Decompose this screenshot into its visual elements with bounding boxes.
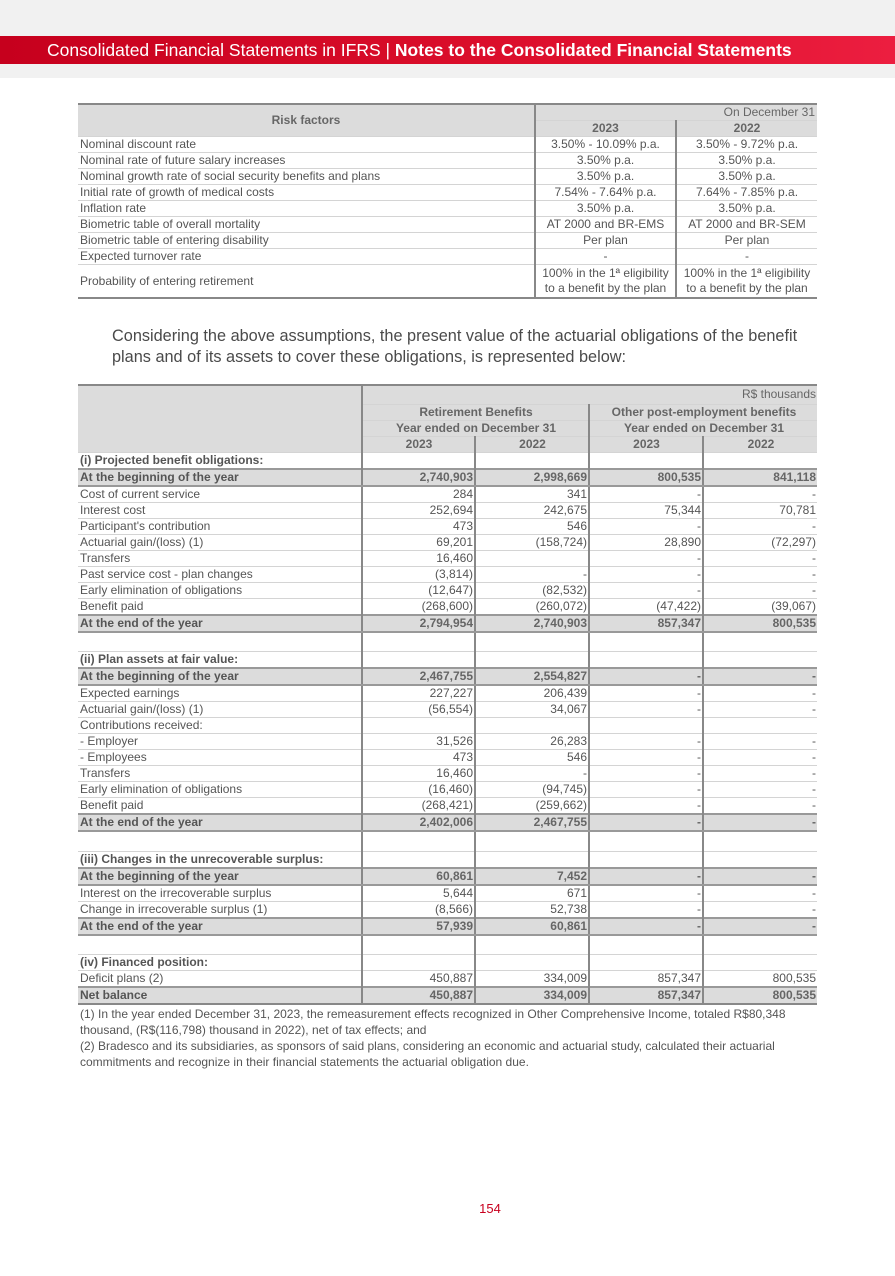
row-value: - xyxy=(589,566,703,582)
row-value xyxy=(475,452,589,469)
row-label: At the end of the year xyxy=(78,814,362,831)
row-value xyxy=(475,955,589,971)
row-value xyxy=(362,652,475,669)
row-value: 2,740,903 xyxy=(362,469,475,486)
total-row xyxy=(78,814,817,831)
row-value: 227,227 xyxy=(362,685,475,702)
risk-value: - xyxy=(676,249,817,265)
risk-value: Per plan xyxy=(676,233,817,249)
row-label: (ii) Plan assets at fair value: xyxy=(78,652,362,669)
row-label: - Employer xyxy=(78,734,362,750)
row-label: (i) Projected benefit obligations: xyxy=(78,452,362,469)
risk-label: Nominal growth rate of social security benefits and plans xyxy=(78,169,535,185)
row-value: 800,535 xyxy=(703,971,817,988)
row-value: (259,662) xyxy=(475,798,589,815)
row-value: - xyxy=(589,918,703,935)
row-value: - xyxy=(589,734,703,750)
row-value: - xyxy=(703,486,817,503)
spacer-row xyxy=(78,632,817,652)
row-value: - xyxy=(703,685,817,702)
table-row xyxy=(78,518,817,534)
row-value: 2,467,755 xyxy=(475,814,589,831)
total-row xyxy=(78,918,817,935)
row-value: 206,439 xyxy=(475,685,589,702)
row-label: Transfers xyxy=(78,766,362,782)
row-value: 857,347 xyxy=(589,971,703,988)
risk-label: Initial rate of growth of medical costs xyxy=(78,185,535,201)
row-value: - xyxy=(589,668,703,685)
section-header-row xyxy=(78,452,817,469)
table-row xyxy=(78,598,817,615)
top-margin xyxy=(0,0,895,36)
subheader: Year ended on December 31 xyxy=(362,420,589,436)
row-label: Transfers xyxy=(78,550,362,566)
row-value: - xyxy=(703,582,817,598)
row-label: Benefit paid xyxy=(78,798,362,815)
row-value: (158,724) xyxy=(475,534,589,550)
row-value xyxy=(703,935,817,955)
row-value: 2,794,954 xyxy=(362,615,475,632)
row-label: At the end of the year xyxy=(78,615,362,632)
risk-value: AT 2000 and BR-EMS xyxy=(535,217,676,233)
year-header: 2023 xyxy=(589,436,703,452)
footnotes xyxy=(80,1006,817,1070)
row-value: - xyxy=(703,798,817,815)
row-label: Benefit paid xyxy=(78,598,362,615)
risk-row xyxy=(78,137,817,153)
row-label: Interest cost xyxy=(78,502,362,518)
row-value: - xyxy=(589,518,703,534)
row-value xyxy=(475,935,589,955)
row-value xyxy=(703,851,817,868)
row-value xyxy=(475,550,589,566)
risk-row xyxy=(78,185,817,201)
row-value: - xyxy=(589,798,703,815)
row-label: - Employees xyxy=(78,750,362,766)
row-value: 252,694 xyxy=(362,502,475,518)
row-value: - xyxy=(703,885,817,902)
row-value: - xyxy=(589,486,703,503)
table-row xyxy=(78,582,817,598)
row-value: - xyxy=(703,814,817,831)
risk-value: 3.50% p.a. xyxy=(676,153,817,169)
row-value: 284 xyxy=(362,486,475,503)
table-row xyxy=(78,734,817,750)
row-label: (iv) Financed position: xyxy=(78,955,362,971)
row-value: - xyxy=(589,750,703,766)
table-row xyxy=(78,766,817,782)
row-value xyxy=(475,831,589,851)
row-value: 28,890 xyxy=(589,534,703,550)
row-label: Contributions received: xyxy=(78,718,362,734)
row-value xyxy=(589,652,703,669)
row-value: 857,347 xyxy=(589,615,703,632)
row-value: 52,738 xyxy=(475,901,589,918)
row-value: (56,554) xyxy=(362,702,475,718)
row-value: - xyxy=(475,766,589,782)
row-value: - xyxy=(703,766,817,782)
row-value xyxy=(589,632,703,652)
row-value xyxy=(703,831,817,851)
table-row xyxy=(78,702,817,718)
row-value: - xyxy=(703,734,817,750)
row-value: 450,887 xyxy=(362,987,475,1004)
row-value: - xyxy=(475,566,589,582)
row-value: 242,675 xyxy=(475,502,589,518)
row-value xyxy=(362,452,475,469)
row-value: 5,644 xyxy=(362,885,475,902)
unit-label: R$ thousands xyxy=(362,385,817,404)
total-row xyxy=(78,615,817,632)
row-value: 34,067 xyxy=(475,702,589,718)
row-value: 57,939 xyxy=(362,918,475,935)
row-value xyxy=(589,452,703,469)
row-value: - xyxy=(703,918,817,935)
header-bottom-band xyxy=(0,64,895,78)
total-row xyxy=(78,987,817,1004)
row-value: 16,460 xyxy=(362,766,475,782)
row-value xyxy=(475,851,589,868)
intro-paragraph: Considering the above assumptions, the present value of the actuarial obligations of the benefit plans and of its assets to cover these obligations, is represented below: xyxy=(112,327,798,366)
risk-row xyxy=(78,249,817,265)
risk-value: 3.50% p.a. xyxy=(676,169,817,185)
row-label: Early elimination of obligations xyxy=(78,582,362,598)
row-value: (47,422) xyxy=(589,598,703,615)
risk-value: - xyxy=(535,249,676,265)
row-value: (268,421) xyxy=(362,798,475,815)
row-value: 7,452 xyxy=(475,868,589,885)
row-value: 70,781 xyxy=(703,502,817,518)
row-value: 546 xyxy=(475,518,589,534)
row-value: 75,344 xyxy=(589,502,703,518)
risk-label: Nominal rate of future salary increases xyxy=(78,153,535,169)
risk-value: Per plan xyxy=(535,233,676,249)
row-value: - xyxy=(703,518,817,534)
row-value: - xyxy=(589,550,703,566)
row-value xyxy=(703,652,817,669)
risk-factors-table xyxy=(78,103,817,299)
row-value: - xyxy=(589,782,703,798)
table-row xyxy=(78,901,817,918)
table-row xyxy=(78,502,817,518)
table-row xyxy=(78,550,817,566)
unit-row xyxy=(78,385,817,404)
risk-value: 7.64% - 7.85% p.a. xyxy=(676,185,817,201)
risk-row xyxy=(78,217,817,233)
row-label xyxy=(78,831,362,851)
risk-value: 3.50% - 10.09% p.a. xyxy=(535,137,676,153)
row-label: (iii) Changes in the unrecoverable surplus: xyxy=(78,851,362,868)
row-value: - xyxy=(589,766,703,782)
row-label: At the beginning of the year xyxy=(78,868,362,885)
row-label: Interest on the irrecoverable surplus xyxy=(78,885,362,902)
header-subtitle: Notes to the Consolidated Financial Statements xyxy=(394,40,792,60)
group-header-other: Other post-employment benefits xyxy=(589,404,817,420)
row-label: Participant's contribution xyxy=(78,518,362,534)
row-label xyxy=(78,632,362,652)
row-value: 26,283 xyxy=(475,734,589,750)
row-value xyxy=(475,652,589,669)
risk-value: 3.50% p.a. xyxy=(535,169,676,185)
row-value: - xyxy=(589,814,703,831)
footnote-2: (2) Bradesco and its subsidiaries, as sponsors of said plans, considering an economic and actuarial study, calculated their actuarial commitments and recognize in their financial statements the actuarial obligation due. xyxy=(80,1039,775,1069)
row-value: 800,535 xyxy=(703,615,817,632)
row-label: Expected earnings xyxy=(78,685,362,702)
risk-label: Biometric table of entering disability xyxy=(78,233,535,249)
row-value: (72,297) xyxy=(703,534,817,550)
section-header-row xyxy=(78,652,817,669)
label-header-empty xyxy=(78,385,362,452)
row-value: - xyxy=(589,685,703,702)
row-value: 450,887 xyxy=(362,971,475,988)
row-value: - xyxy=(589,582,703,598)
group-header-retirement: Retirement Benefits xyxy=(362,404,589,420)
row-value: 473 xyxy=(362,750,475,766)
row-value: 800,535 xyxy=(589,469,703,486)
row-value: - xyxy=(589,702,703,718)
section-header-banner xyxy=(0,36,895,64)
risk-value: 100% in the 1ª eligibility to a benefit by the plan xyxy=(676,265,817,299)
table-row xyxy=(78,718,817,734)
header-title: Consolidated Financial Statements in IFRS xyxy=(47,40,381,60)
row-value xyxy=(703,718,817,734)
row-value: (3,814) xyxy=(362,566,475,582)
row-value xyxy=(362,632,475,652)
row-value: 841,118 xyxy=(703,469,817,486)
risk-value: 3.50% p.a. xyxy=(535,201,676,217)
row-value: (16,460) xyxy=(362,782,475,798)
total-row xyxy=(78,868,817,885)
section-header-row xyxy=(78,851,817,868)
actuarial-obligations-table xyxy=(78,384,817,1005)
risk-value: 3.50% p.a. xyxy=(535,153,676,169)
row-value: - xyxy=(703,750,817,766)
row-value: - xyxy=(703,668,817,685)
row-value xyxy=(362,851,475,868)
year-header: 2023 xyxy=(362,436,475,452)
row-value: (94,745) xyxy=(475,782,589,798)
row-value: 334,009 xyxy=(475,987,589,1004)
risk-value: 3.50% - 9.72% p.a. xyxy=(676,137,817,153)
row-value: - xyxy=(589,901,703,918)
row-value xyxy=(589,935,703,955)
table-row xyxy=(78,486,817,503)
row-value: 31,526 xyxy=(362,734,475,750)
row-label xyxy=(78,935,362,955)
row-value xyxy=(362,935,475,955)
row-value: - xyxy=(703,566,817,582)
row-value xyxy=(362,955,475,971)
row-value: (12,647) xyxy=(362,582,475,598)
row-value: 857,347 xyxy=(589,987,703,1004)
risk-value: 7.54% - 7.64% p.a. xyxy=(535,185,676,201)
row-value: 473 xyxy=(362,518,475,534)
risk-header-row xyxy=(78,104,817,121)
row-label: Cost of current service xyxy=(78,486,362,503)
row-value: 334,009 xyxy=(475,971,589,988)
row-label: Net balance xyxy=(78,987,362,1004)
risk-value: AT 2000 and BR-SEM xyxy=(676,217,817,233)
row-label: Change in irrecoverable surplus (1) xyxy=(78,901,362,918)
row-value: 2,402,006 xyxy=(362,814,475,831)
table-row xyxy=(78,798,817,815)
year-header: 2022 xyxy=(703,436,817,452)
risk-factors-header: Risk factors xyxy=(78,104,535,137)
risk-value: 3.50% p.a. xyxy=(676,201,817,217)
row-value xyxy=(703,452,817,469)
total-row xyxy=(78,469,817,486)
row-label: Past service cost - plan changes xyxy=(78,566,362,582)
row-value: - xyxy=(589,885,703,902)
footnote-1: (1) In the year ended December 31, 2023, the remeasurement effects recognized in Other Comprehensive Income, totaled R$80,348 thousand, (R$(116,798) thousand in 2022), net of tax effects; and xyxy=(80,1007,786,1037)
subheader: Year ended on December 31 xyxy=(589,420,817,436)
risk-row xyxy=(78,169,817,185)
row-value: (268,600) xyxy=(362,598,475,615)
row-label: At the beginning of the year xyxy=(78,469,362,486)
table-row xyxy=(78,685,817,702)
row-value: 546 xyxy=(475,750,589,766)
risk-row xyxy=(78,153,817,169)
date-group-header: On December 31 xyxy=(535,104,817,121)
row-label: Actuarial gain/(loss) (1) xyxy=(78,534,362,550)
table-row xyxy=(78,782,817,798)
row-value: - xyxy=(703,868,817,885)
row-value xyxy=(703,632,817,652)
spacer-row xyxy=(78,831,817,851)
row-value xyxy=(589,718,703,734)
row-label: At the beginning of the year xyxy=(78,668,362,685)
page-number: 154 xyxy=(479,1201,501,1216)
risk-label: Nominal discount rate xyxy=(78,137,535,153)
row-label: Actuarial gain/(loss) (1) xyxy=(78,702,362,718)
table-row xyxy=(78,566,817,582)
row-value xyxy=(475,718,589,734)
row-value xyxy=(475,632,589,652)
row-value: - xyxy=(589,868,703,885)
row-value: (260,072) xyxy=(475,598,589,615)
section-header-row xyxy=(78,955,817,971)
year-header: 2022 xyxy=(475,436,589,452)
row-value xyxy=(589,955,703,971)
row-value xyxy=(362,718,475,734)
row-value: (82,532) xyxy=(475,582,589,598)
row-value: 60,861 xyxy=(362,868,475,885)
risk-label: Probability of entering retirement xyxy=(78,265,535,299)
row-value: 69,201 xyxy=(362,534,475,550)
row-value: - xyxy=(703,550,817,566)
row-value: - xyxy=(703,702,817,718)
row-value: 341 xyxy=(475,486,589,503)
row-value xyxy=(589,831,703,851)
row-value: - xyxy=(703,901,817,918)
row-label: Early elimination of obligations xyxy=(78,782,362,798)
risk-label: Inflation rate xyxy=(78,201,535,217)
spacer-row xyxy=(78,935,817,955)
row-value: 800,535 xyxy=(703,987,817,1004)
row-value: 2,740,903 xyxy=(475,615,589,632)
risk-label: Expected turnover rate xyxy=(78,249,535,265)
row-value: (39,067) xyxy=(703,598,817,615)
risk-row xyxy=(78,265,817,299)
year-header: 2023 xyxy=(535,121,676,137)
table-row xyxy=(78,534,817,550)
table-row xyxy=(78,971,817,988)
row-label: At the end of the year xyxy=(78,918,362,935)
risk-row xyxy=(78,201,817,217)
row-value xyxy=(703,955,817,971)
row-value: 671 xyxy=(475,885,589,902)
row-value: 2,554,827 xyxy=(475,668,589,685)
year-header: 2022 xyxy=(676,121,817,137)
row-value: 60,861 xyxy=(475,918,589,935)
table-row xyxy=(78,885,817,902)
row-value: (8,566) xyxy=(362,901,475,918)
row-value: - xyxy=(703,782,817,798)
row-value: 2,998,669 xyxy=(475,469,589,486)
row-value: 2,467,755 xyxy=(362,668,475,685)
header-separator: | xyxy=(380,40,395,60)
row-label: Deficit plans (2) xyxy=(78,971,362,988)
risk-row xyxy=(78,233,817,249)
row-value: 16,460 xyxy=(362,550,475,566)
row-value xyxy=(589,851,703,868)
row-value xyxy=(362,831,475,851)
risk-label: Biometric table of overall mortality xyxy=(78,217,535,233)
total-row xyxy=(78,668,817,685)
table-row xyxy=(78,750,817,766)
risk-value: 100% in the 1ª eligibility to a benefit by the plan xyxy=(535,265,676,299)
